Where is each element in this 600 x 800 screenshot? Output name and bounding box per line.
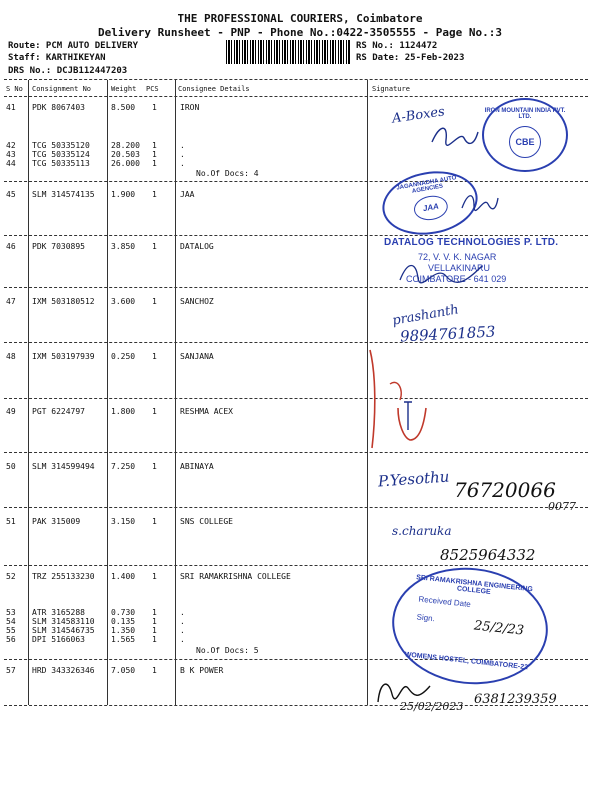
column-rule — [175, 80, 176, 705]
divider — [4, 235, 588, 236]
datalog-stamp-addr: COIMBATORE - 641 029 — [406, 274, 507, 284]
row-weight: 3.150 — [111, 517, 136, 526]
row-consignment: TCG 50335113 — [32, 159, 90, 168]
row-sno: 46 — [6, 242, 16, 251]
row-consignment: PDK 7030895 — [32, 242, 85, 251]
row-consignment: ATR 3165288 — [32, 608, 85, 617]
row-pcs: 1 — [152, 150, 157, 159]
date-row-57: 25/02/2023 — [400, 700, 464, 713]
row-pcs: 1 — [152, 190, 157, 199]
row-weight: 7.050 — [111, 666, 136, 675]
row-sno: 56 — [6, 635, 16, 644]
col-header-sno: S No — [6, 85, 23, 93]
row-consignment: TRZ 255133230 — [32, 572, 95, 581]
red-ink-marks — [364, 344, 484, 454]
srec-stamp: SRI RAMAKRISHNA ENGINEERING COLLEGE Received Date Sign. 25/2/23 WOMENS HOSTEL, COIMBATORE-22 — [386, 560, 553, 692]
row-weight: 1.350 — [111, 626, 136, 635]
received-date-label: Received Date — [418, 594, 472, 609]
row-weight: 28.200 — [111, 141, 140, 150]
signature-scribble — [430, 120, 480, 150]
row-pcs: 1 — [152, 572, 157, 581]
divider — [4, 287, 588, 288]
col-header-signature: Signature — [372, 85, 410, 93]
row-consignee: RESHMA ACEX — [180, 407, 233, 416]
row-weight: 0.250 — [111, 352, 136, 361]
row-pcs: 1 — [152, 462, 157, 471]
phone-row-51: 8525964332 — [440, 546, 536, 564]
row-consignment: PGT 6224797 — [32, 407, 85, 416]
row-sno: 53 — [6, 608, 16, 617]
signature-scribble — [396, 256, 486, 286]
divider — [4, 565, 588, 566]
row-consignee: JAA — [180, 190, 195, 199]
jaa-stamp: JAGANNADHA AUTO AGENCIES JAA — [377, 164, 482, 242]
iron-mountain-stamp: IRON MOUNTAIN INDIA PVT. LTD. CBE — [482, 98, 568, 172]
row-sno: 45 — [6, 190, 16, 199]
row-sno: 49 — [6, 407, 16, 416]
row-pcs: 1 — [152, 141, 157, 150]
number-row-50-sub: 0077 — [548, 500, 576, 513]
signature-scribble — [460, 190, 500, 214]
row-sno: 48 — [6, 352, 16, 361]
signature-row-47: prashanth — [391, 302, 460, 329]
row-pcs: 1 — [152, 617, 157, 626]
sign-label: Sign. — [416, 612, 436, 624]
row-sno: 50 — [6, 462, 16, 471]
number-row-50: 76720066 — [454, 478, 556, 502]
divider — [4, 342, 588, 343]
column-rule — [28, 80, 29, 705]
row-pcs: 1 — [152, 626, 157, 635]
received-date-handwritten: 25/2/23 — [473, 618, 525, 639]
datalog-stamp-name: DATALOG TECHNOLOGIES P. LTD. — [384, 237, 559, 248]
row-consignment: HRD 343326346 — [32, 666, 95, 675]
row-consignee: SNS COLLEGE — [180, 517, 233, 526]
row-sno: 55 — [6, 626, 16, 635]
row-consignee: . — [180, 159, 185, 168]
row-sno: 51 — [6, 517, 16, 526]
rs-date: RS Date: 25-Feb-2023 — [356, 53, 465, 63]
row-weight: 0.730 — [111, 608, 136, 617]
row-consignee: SANCHOZ — [180, 297, 214, 306]
row-consignment: TCG 50335120 — [32, 141, 90, 150]
divider — [4, 79, 588, 80]
row-consignee: . — [180, 141, 185, 150]
phone-row-47: 9894761853 — [399, 322, 496, 346]
signature-row-51: s.charuka — [392, 524, 452, 538]
row-consignee: . — [180, 635, 185, 644]
row-consignee: . — [180, 617, 185, 626]
col-header-weight: Weight — [111, 85, 137, 93]
divider — [4, 398, 588, 399]
page-title: THE PROFESSIONAL COURIERS, Coimbatore — [177, 12, 423, 25]
column-rule — [107, 80, 108, 705]
divider — [4, 181, 588, 182]
signature-row-50: P.Yesothu — [377, 467, 450, 491]
row-consignment: PAK 315009 — [32, 517, 81, 526]
row-consignee: . — [180, 608, 185, 617]
col-header-consignment: Consignment No — [32, 85, 92, 93]
row-consignment: SLM 314599494 — [32, 462, 95, 471]
docs-count-note: No.Of Docs: 4 — [196, 169, 259, 178]
row-consignee: DATALOG — [180, 242, 214, 251]
row-consignee: SANJANA — [180, 352, 214, 361]
row-pcs: 1 — [152, 635, 157, 644]
row-sno: 41 — [6, 103, 16, 112]
page-subtitle: Delivery Runsheet - PNP - Phone No.:0422-3505555 - Page No.:3 — [98, 26, 502, 39]
row-consignment: SLM 314583110 — [32, 617, 95, 626]
row-weight: 20.503 — [111, 150, 140, 159]
row-pcs: 1 — [152, 297, 157, 306]
row-sno: 44 — [6, 159, 16, 168]
row-sno: 57 — [6, 666, 16, 675]
datalog-stamp-addr: 72, V. V. K. NAGAR — [418, 252, 497, 262]
row-sno: 52 — [6, 572, 16, 581]
row-weight: 1.400 — [111, 572, 136, 581]
row-sno: 43 — [6, 150, 16, 159]
phone-row-57: 6381239359 — [474, 692, 557, 707]
row-consignment: DPI 5166063 — [32, 635, 85, 644]
col-header-consignee: Consignee Details — [178, 85, 250, 93]
row-pcs: 1 — [152, 407, 157, 416]
row-weight: 3.850 — [111, 242, 136, 251]
row-weight: 1.565 — [111, 635, 136, 644]
signature-row-41: A-Boxes — [391, 104, 446, 127]
divider — [4, 452, 588, 453]
row-consignment: IXM 503197939 — [32, 352, 95, 361]
docs-count-note: No.Of Docs: 5 — [196, 646, 259, 655]
row-weight: 26.000 — [111, 159, 140, 168]
rs-number: RS No.: 1124472 — [356, 41, 438, 51]
row-consignment: TCG 50335124 — [32, 150, 90, 159]
row-pcs: 1 — [152, 352, 157, 361]
row-consignee: IRON — [180, 103, 200, 112]
divider — [4, 96, 588, 97]
col-header-pcs: PCS — [146, 85, 159, 93]
row-pcs: 1 — [152, 242, 157, 251]
row-pcs: 1 — [152, 608, 157, 617]
barcode — [226, 40, 350, 64]
row-weight: 1.900 — [111, 190, 136, 199]
row-consignment: PDK 8067403 — [32, 103, 85, 112]
row-consignee: . — [180, 626, 185, 635]
row-pcs: 1 — [152, 159, 157, 168]
divider — [4, 507, 588, 508]
row-consignment: IXM 503180512 — [32, 297, 95, 306]
datalog-stamp-addr: VELLAKINARU — [428, 263, 491, 273]
row-pcs: 1 — [152, 666, 157, 675]
row-weight: 1.800 — [111, 407, 136, 416]
row-weight: 8.500 — [111, 103, 136, 112]
row-sno: 54 — [6, 617, 16, 626]
row-weight: 3.600 — [111, 297, 136, 306]
row-pcs: 1 — [152, 517, 157, 526]
row-consignment: SLM 314574135 — [32, 190, 95, 199]
row-consignment: SLM 314546735 — [32, 626, 95, 635]
row-consignee: . — [180, 150, 185, 159]
row-pcs: 1 — [152, 103, 157, 112]
row-weight: 7.250 — [111, 462, 136, 471]
route-label: Route: PCM AUTO DELIVERY — [8, 41, 139, 51]
drs-label: DRS No.: DCJB112447203 — [8, 66, 128, 76]
row-consignee: ABINAYA — [180, 462, 214, 471]
row-sno: 42 — [6, 141, 16, 150]
row-consignee: B K POWER — [180, 666, 224, 675]
staff-label: Staff: KARTHIKEYAN — [8, 53, 106, 63]
row-consignee: SRI RAMAKRISHNA COLLEGE — [180, 572, 291, 581]
row-weight: 0.135 — [111, 617, 136, 626]
row-sno: 47 — [6, 297, 16, 306]
